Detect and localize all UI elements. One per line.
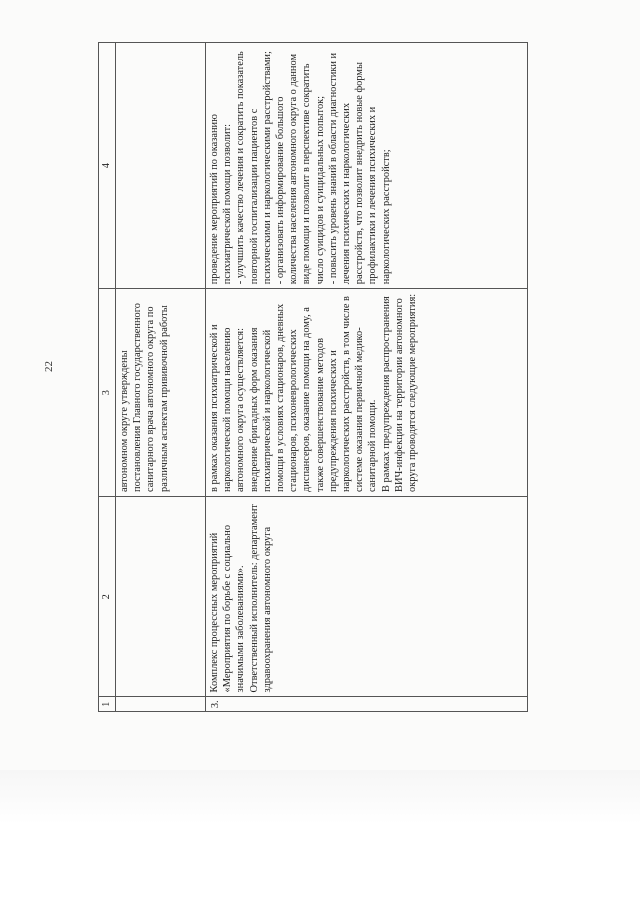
continuation-cell-3: автономном округе утверждены постановления Главного государственного санитарного врача автономного округа по различным аспектам прививочной работы xyxy=(116,289,206,497)
result-item: - повысить уровень знаний в области диагностики и лечения психических и наркологических расстройств, что позволит внедрить новые формы профилактики и лечения психических и наркологических расстройств; xyxy=(327,52,392,285)
table-row-continuation xyxy=(116,43,206,712)
row3-col2 xyxy=(206,496,528,696)
table-row-3 xyxy=(206,43,528,712)
header-col-2: 2 xyxy=(99,496,116,696)
continuation-cell-1 xyxy=(116,697,206,712)
program-title: Комплекс процессных мероприятий «Мероприятия по борьбе с социально значимыми заболеваниями». xyxy=(209,524,247,693)
result-item: - улучшить качество лечения и сократить показатель повторной госпитализации пациентов с психическими и наркологическими расстройствами; xyxy=(235,51,273,285)
rotated-table-container xyxy=(98,42,528,712)
continuation-cell-2 xyxy=(116,496,206,696)
scan-margin xyxy=(0,770,640,905)
header-col-3: 3 xyxy=(99,289,116,497)
header-col-1: 1 xyxy=(99,697,116,712)
result-item: - организовать информирование большого количества населения автономного округа о данном виде помощи и позволит в перспективе сократить число суицидов и суицидальных попыток; xyxy=(275,53,326,285)
responsible-executor: Ответственный исполнитель: департамент здравоохранения автономного округа xyxy=(248,504,273,693)
page-number: 22 xyxy=(43,361,55,372)
row3-col4 xyxy=(206,43,528,289)
row3-col3 xyxy=(206,289,528,497)
measures-description: в рамках оказания психиатрической и наркологической помощи населению автономного округа осуществляется: внедрение бригадных форм оказания психиатрической и наркологической помощи в условиях стационаров, дневных стационаров, психоневрологических диспансеров, оказание помощи на дому, а также совершенствование методов предупреждения психических и наркологических расстройств, в том числе в системе оказания первичной медико-санитарной помощи. xyxy=(209,296,379,492)
header-col-4: 4 xyxy=(99,43,116,289)
measures-table xyxy=(98,42,528,712)
table-header-row xyxy=(99,43,116,712)
row-number: 3. xyxy=(206,697,528,712)
continuation-cell-4 xyxy=(116,43,206,289)
hiv-prevention-text: В рамках предупреждения распространения ВИЧ-инфекции на территории автономного округа проводятся следующие мероприятия: xyxy=(380,293,419,492)
results-intro: проведение мероприятий по оказанию психиатрической помощи позволит: xyxy=(209,114,234,285)
